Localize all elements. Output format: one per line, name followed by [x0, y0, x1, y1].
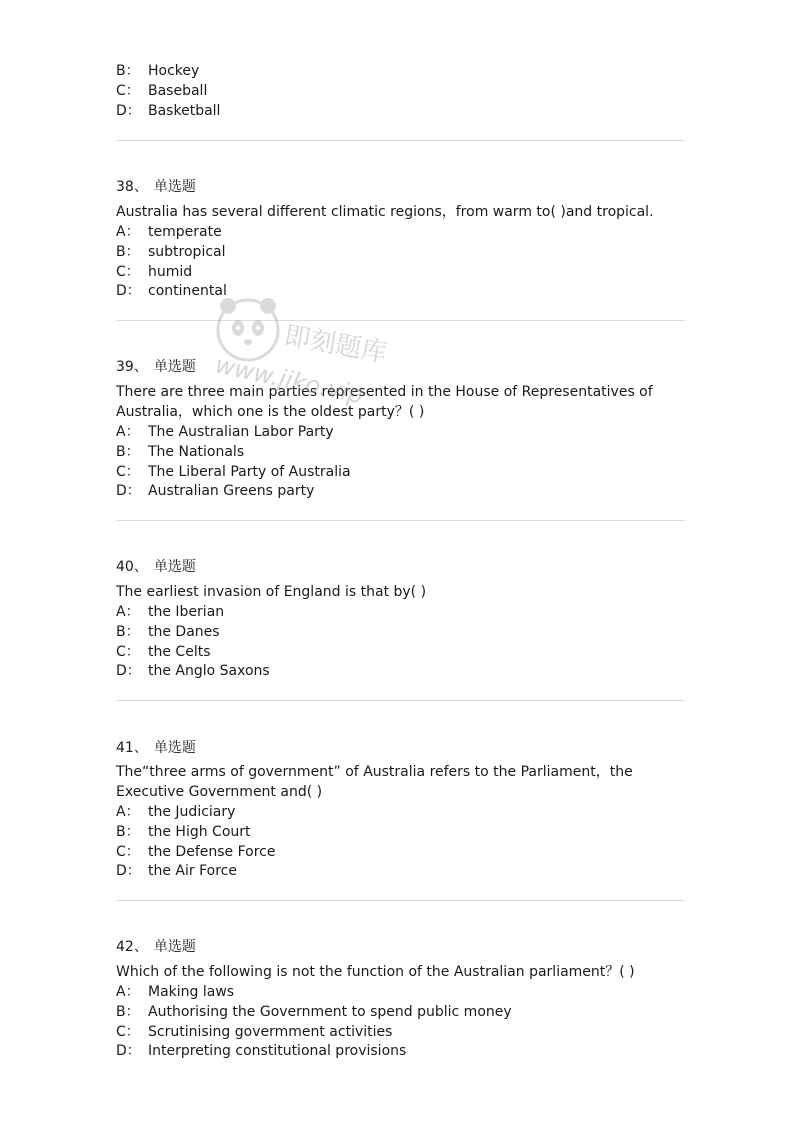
option-letter: D： [116, 863, 141, 879]
option-letter: D： [116, 483, 141, 499]
question-header [116, 557, 196, 577]
question-type: 单选题 [153, 740, 196, 756]
option-text: The Nationals [148, 444, 245, 460]
question-type: 单选题 [153, 939, 196, 955]
option-text: Authorising the Government to spend public money [148, 1004, 512, 1020]
option-text: the Anglo Saxons [148, 663, 270, 679]
option-text: the Air Force [148, 863, 237, 879]
option-text: Baseball [148, 83, 208, 99]
option-text: Scrutinising govermment activities [148, 1024, 393, 1040]
option-letter: D： [116, 663, 141, 679]
divider [116, 520, 685, 521]
option-d[interactable] [116, 281, 227, 301]
watermark-url: www.jiko.vip [212, 350, 366, 410]
option-letter: C： [116, 264, 140, 280]
question-stem: Executive Government and( ) [116, 784, 323, 800]
option-letter: C： [116, 1024, 140, 1040]
option-text: The Liberal Party of Australia [148, 464, 351, 480]
question-stem: Australia has several different climatic regions，from warm to( )and tropical. [116, 204, 654, 220]
option-b[interactable] [116, 622, 220, 642]
option-text: The Australian Labor Party [148, 424, 334, 440]
question-header [116, 177, 196, 197]
option-letter: B： [116, 1004, 140, 1020]
option-letter: A： [116, 604, 140, 620]
question-header [116, 937, 196, 957]
panda-logo-icon [210, 290, 290, 370]
option-a[interactable] [116, 422, 334, 442]
question-number: 42、 [116, 939, 148, 955]
option-a[interactable] [116, 982, 234, 1002]
option-letter: C： [116, 464, 140, 480]
option-c[interactable] [116, 842, 275, 862]
question-stem: The“three arms of government” of Australia refers to the Parliament，the [116, 764, 633, 780]
option-a[interactable] [116, 602, 224, 622]
option-letter: B： [116, 244, 140, 260]
option-text: the Judiciary [148, 804, 236, 820]
question-type: 单选题 [153, 559, 196, 575]
option-text: the Defense Force [148, 844, 276, 860]
question-stem: Australia，which one is the oldest party？( ) [116, 404, 425, 420]
question-stem: The earliest invasion of England is that by( ) [116, 584, 427, 600]
option-letter: B： [116, 444, 140, 460]
question-type: 单选题 [153, 179, 196, 195]
option-b[interactable] [116, 442, 244, 462]
watermark-brand: 即刻题库 [281, 321, 390, 369]
option-text: the Celts [148, 644, 211, 660]
question-stem: Which of the following is not the function of the Australian parliament？( ) [116, 964, 635, 980]
option-text: humid [148, 264, 193, 280]
option-b[interactable] [116, 61, 199, 81]
option-text: the Danes [148, 624, 220, 640]
option-d[interactable] [116, 861, 237, 881]
option-letter: D： [116, 1043, 141, 1059]
option-c[interactable] [116, 262, 192, 282]
option-letter: B： [116, 824, 140, 840]
option-letter: A： [116, 224, 140, 240]
option-text: subtropical [148, 244, 226, 260]
question-header [116, 738, 196, 758]
option-letter: B： [116, 624, 140, 640]
option-letter: D： [116, 103, 141, 119]
option-d[interactable] [116, 101, 220, 121]
option-c[interactable] [116, 81, 207, 101]
option-text: continental [148, 283, 227, 299]
question-number: 39、 [116, 359, 148, 375]
option-c[interactable] [116, 642, 211, 662]
divider [116, 140, 685, 141]
question-number: 40、 [116, 559, 148, 575]
question-number: 41、 [116, 740, 148, 756]
option-text: the Iberian [148, 604, 225, 620]
option-letter: C： [116, 644, 140, 660]
question-type: 单选题 [153, 359, 196, 375]
option-b[interactable] [116, 1002, 512, 1022]
option-letter: A： [116, 424, 140, 440]
question-header [116, 357, 196, 377]
option-text: Basketball [148, 103, 221, 119]
question-number: 38、 [116, 179, 148, 195]
option-d[interactable] [116, 661, 270, 681]
option-letter: B： [116, 63, 140, 79]
option-d[interactable] [116, 1041, 406, 1061]
divider [116, 700, 685, 701]
option-letter: C： [116, 83, 140, 99]
option-b[interactable] [116, 822, 251, 842]
option-a[interactable] [116, 802, 235, 822]
option-text: the High Court [148, 824, 251, 840]
option-b[interactable] [116, 242, 226, 262]
divider [116, 320, 685, 321]
question-stem: There are three main parties represented in the House of Representatives of [116, 384, 653, 400]
option-text: temperate [148, 224, 222, 240]
option-letter: A： [116, 984, 140, 1000]
option-letter: D： [116, 283, 141, 299]
option-c[interactable] [116, 1022, 392, 1042]
option-text: Making laws [148, 984, 235, 1000]
divider [116, 900, 685, 901]
option-d[interactable] [116, 481, 314, 501]
option-c[interactable] [116, 462, 351, 482]
option-text: Australian Greens party [148, 483, 315, 499]
option-text: Interpreting constitutional provisions [148, 1043, 407, 1059]
option-letter: C： [116, 844, 140, 860]
option-text: Hockey [148, 63, 200, 79]
option-letter: A： [116, 804, 140, 820]
option-a[interactable] [116, 222, 222, 242]
